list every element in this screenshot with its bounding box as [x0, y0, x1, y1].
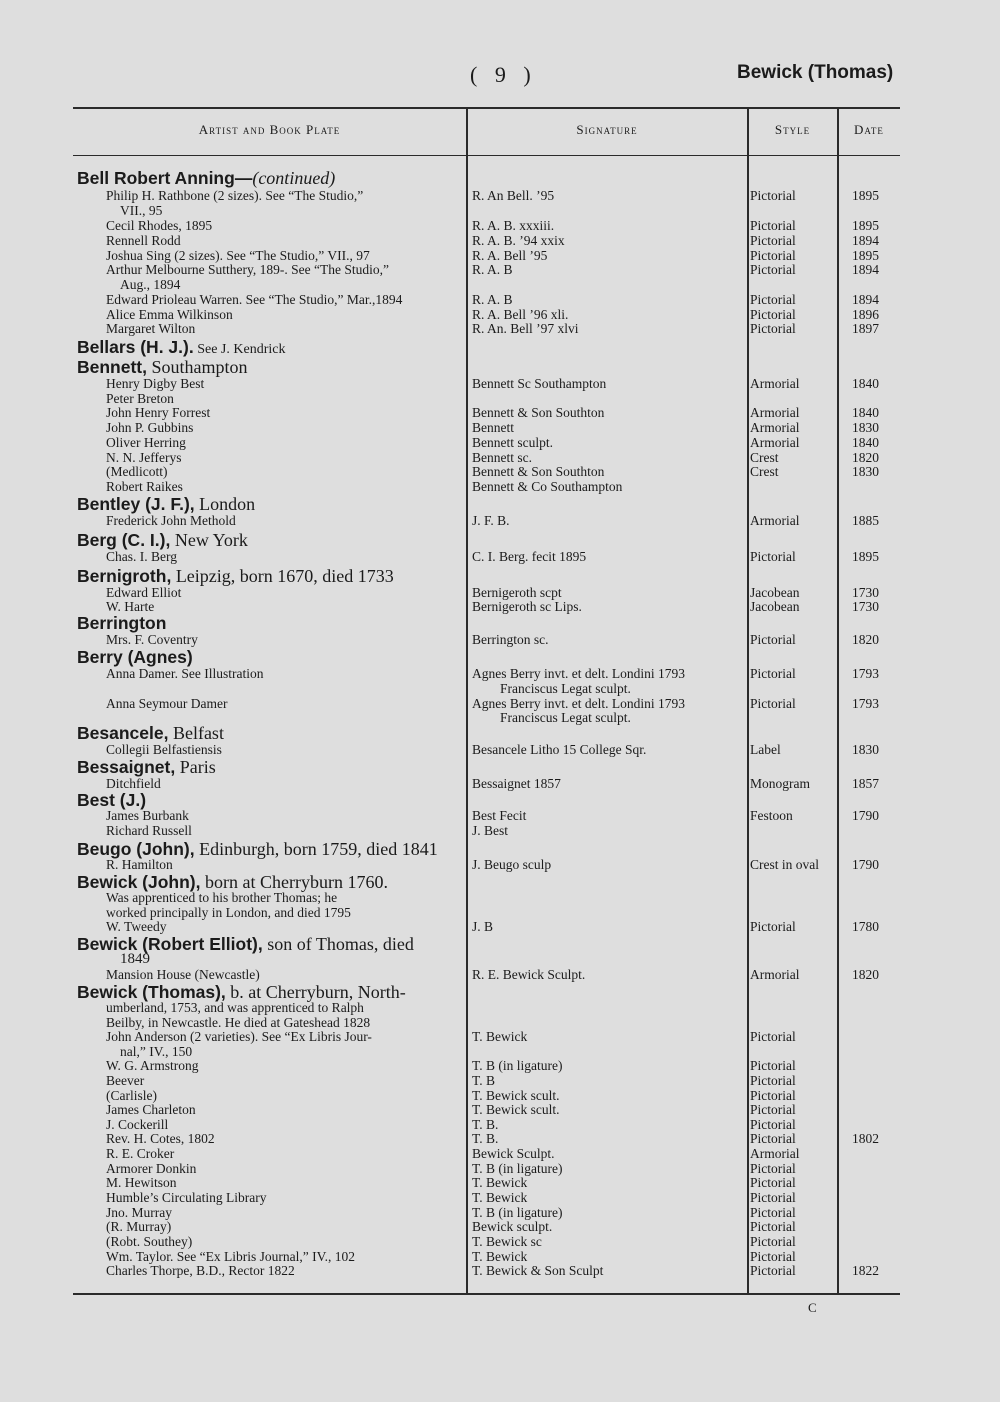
date-cell: 1895 [852, 248, 879, 263]
style-cell: Pictorial [750, 188, 796, 203]
style-cell: Armorial [750, 420, 800, 435]
signature-cell: T. B (in ligature) [472, 1205, 563, 1220]
artist-heading [77, 792, 146, 809]
signature-cell: R. A. Bell ’96 xli. [472, 307, 569, 322]
artist-details: son of Thomas, died [262, 934, 414, 954]
artist-name: Berrington [77, 613, 167, 633]
book-plate-owner: Richard Russell [106, 823, 192, 838]
entry-continuation: VII., 95 [120, 203, 163, 218]
signature-cell: Bennett sc. [472, 450, 532, 465]
signature-cell: R. E. Bewick Sculpt. [472, 967, 586, 982]
style-cell: Armorial [750, 435, 800, 450]
artist-name: Bellars (H. J.). [77, 337, 194, 357]
signature-cell: R. A. B [472, 262, 513, 277]
book-plate-owner: Edward Elliot [106, 585, 182, 600]
book-plate-owner: W. Tweedy [106, 919, 167, 934]
date-cell: 1895 [852, 188, 879, 203]
style-cell: Jacobean [750, 585, 800, 600]
signature-continuation: Franciscus Legat sculpt. [500, 681, 631, 696]
artist-details: b. at Cherryburn, North- [225, 982, 406, 1002]
book-plate-owner: Armorer Donkin [106, 1161, 197, 1176]
book-plate-owner: Robert Raikes [106, 479, 183, 494]
artist-name: Bernigroth, [77, 566, 172, 586]
signature-cell: Bennett Sc Southampton [472, 376, 607, 391]
date-cell: 1894 [852, 262, 879, 277]
style-cell: Pictorial [750, 919, 796, 934]
book-plate-owner: (Carlisle) [106, 1088, 157, 1103]
date-cell: 1885 [852, 513, 879, 528]
style-cell: Jacobean [750, 599, 800, 614]
artist-name: Best (J.) [77, 790, 147, 810]
signature-cell: Bernigeroth scpt [472, 585, 562, 600]
signature-cell: T. Bewick scult. [472, 1088, 560, 1103]
artist-heading [77, 615, 166, 632]
style-cell: Pictorial [750, 307, 796, 322]
signature-cell: Agnes Berry invt. et delt. Londini 1793 [472, 696, 685, 711]
artist-biography-note: worked principally in London, and died 1795 [106, 905, 351, 920]
style-cell: Armorial [750, 513, 800, 528]
date-cell: 1793 [852, 696, 879, 711]
signature-cell: T. Bewick [472, 1175, 528, 1190]
style-cell: Pictorial [750, 666, 796, 681]
style-cell: Pictorial [750, 1263, 796, 1278]
signature-cell: T. B. [472, 1117, 499, 1132]
signature-cell: R. A. Bell ’95 [472, 248, 548, 263]
artist-details: Southampton [147, 357, 248, 377]
signature-continuation: Franciscus Legat sculpt. [500, 710, 631, 725]
book-plate-owner: James Burbank [106, 808, 189, 823]
date-cell: 1730 [852, 599, 879, 614]
book-plate-owner: Oliver Herring [106, 435, 186, 450]
date-cell: 1790 [852, 808, 879, 823]
book-plate-owner: John Henry Forrest [106, 405, 211, 420]
book-plate-owner: Chas. I. Berg [106, 549, 177, 564]
page-number: ( 9 ) [470, 62, 537, 87]
book-plate-owner: Wm. Taylor. See “Ex Libris Journal,” IV., 102 [106, 1249, 356, 1264]
artist-name: Besancele, [77, 723, 169, 743]
artist-heading [77, 984, 406, 1001]
book-plate-owner: Collegii Belfastiensis [106, 742, 222, 757]
style-cell: Pictorial [750, 262, 796, 277]
style-cell: Pictorial [750, 549, 796, 564]
date-cell: 1820 [852, 632, 879, 647]
book-plate-owner: James Charleton [106, 1102, 196, 1117]
style-cell: Pictorial [750, 1073, 796, 1088]
signature-cell: T. B. [472, 1131, 499, 1146]
artist-biography-note: Was apprenticed to his brother Thomas; he [106, 890, 338, 905]
artist-biography-note: Beilby, in Newcastle. He died at Gateshead 1828 [106, 1015, 371, 1030]
book-plate-owner: John Anderson (2 varieties). See “Ex Libris Jour- [106, 1029, 372, 1044]
artist-details: Edinburgh, born 1759, died 1841 [194, 839, 438, 859]
artist-name: Bessaignet, [77, 757, 176, 777]
artist-heading [77, 649, 193, 666]
artist-details: New York [170, 530, 248, 550]
style-cell: Pictorial [750, 218, 796, 233]
style-cell: Pictorial [750, 1161, 796, 1176]
signature-cell: T. Bewick [472, 1029, 528, 1044]
artist-heading [77, 874, 388, 891]
book-plate-owner: Peter Breton [106, 391, 174, 406]
signature-cell: Bernigeroth sc Lips. [472, 599, 582, 614]
signature-cell: J. Beugo sculp [472, 857, 552, 872]
book-plate-owner: R. E. Croker [106, 1146, 175, 1161]
style-cell: Pictorial [750, 632, 796, 647]
book-plate-owner: Mrs. F. Coventry [106, 632, 198, 647]
artist-details: (continued) [252, 168, 336, 188]
style-cell: Festoon [750, 808, 793, 823]
entry-continuation: 1849 [120, 951, 150, 967]
style-cell: Armorial [750, 1146, 800, 1161]
book-plate-owner: Joshua Sing (2 sizes). See “The Studio,” VII., 97 [106, 248, 370, 263]
artist-details: Belfast [168, 723, 224, 743]
book-plate-owner: Edward Prioleau Warren. See “The Studio,” Mar.,1894 [106, 292, 403, 307]
style-cell: Pictorial [750, 1219, 796, 1234]
signature-mark: C [808, 1300, 817, 1315]
artist-name: Bentley (J. F.), [77, 494, 195, 514]
style-cell: Crest in oval [750, 857, 819, 872]
style-cell: Pictorial [750, 1234, 796, 1249]
style-cell: Monogram [750, 776, 810, 791]
style-cell: Pictorial [750, 1088, 796, 1103]
artist-name: Bewick (Thomas), [77, 982, 226, 1002]
date-cell: 1840 [852, 435, 879, 450]
style-cell: Pictorial [750, 696, 796, 711]
column-divider-date [837, 108, 839, 1294]
signature-cell: Bessaignet 1857 [472, 776, 561, 791]
book-plate-owner: Philip H. Rathbone (2 sizes). See “The Studio,” [106, 188, 364, 203]
signature-cell: R. An Bell. ’95 [472, 188, 555, 203]
style-cell: Crest [750, 450, 779, 465]
book-plate-owner: Ditchfield [106, 776, 161, 791]
artist-name: Berry (Agnes) [77, 647, 193, 667]
artist-heading [77, 759, 216, 776]
date-cell: 1820 [852, 967, 879, 982]
date-cell: 1730 [852, 585, 879, 600]
artist-heading [77, 170, 335, 187]
artist-heading [77, 359, 248, 376]
date-cell: 1895 [852, 218, 879, 233]
signature-cell: Bewick sculpt. [472, 1219, 553, 1234]
book-plate-owner: W. G. Armstrong [106, 1058, 199, 1073]
signature-cell: R. An. Bell ’97 xlvi [472, 321, 579, 336]
style-cell: Pictorial [750, 1117, 796, 1132]
book-plate-owner: (Robt. Southey) [106, 1234, 193, 1249]
book-plate-owner: W. Harte [106, 599, 155, 614]
book-plate-owner: Rev. H. Cotes, 1802 [106, 1131, 215, 1146]
entry-continuation: Aug., 1894 [120, 277, 181, 292]
style-cell: Pictorial [750, 1190, 796, 1205]
style-cell: Pictorial [750, 248, 796, 263]
style-cell: Pictorial [750, 1058, 796, 1073]
date-cell: 1802 [852, 1131, 879, 1146]
column-divider-signature [466, 108, 468, 1294]
signature-cell: T. Bewick [472, 1249, 528, 1264]
style-cell: Pictorial [750, 1102, 796, 1117]
book-plate-owner: Cecil Rhodes, 1895 [106, 218, 213, 233]
signature-cell: J. F. B. [472, 513, 510, 528]
signature-cell: R. A. B. ’94 xxix [472, 233, 565, 248]
book-plate-owner: Anna Damer. See Illustration [106, 666, 264, 681]
date-cell: 1897 [852, 321, 879, 336]
artist-heading [77, 568, 394, 585]
book-plate-owner: Margaret Wilton [106, 321, 196, 336]
book-plate-owner: Humble’s Circulating Library [106, 1190, 267, 1205]
artist-heading [77, 496, 255, 513]
header-top-rule [73, 107, 900, 109]
artist-heading [77, 532, 248, 549]
book-plate-owner: Frederick John Methold [106, 513, 236, 528]
column-header-signature: Signature [576, 122, 638, 137]
signature-cell: T. B [472, 1073, 495, 1088]
artist-heading [77, 725, 224, 742]
table-bottom-rule [73, 1293, 900, 1295]
column-header-artist: Artist and Book Plate [198, 122, 341, 137]
column-header-style: Style [774, 122, 811, 137]
style-cell: Crest [750, 464, 779, 479]
style-cell: Pictorial [750, 1249, 796, 1264]
book-plate-owner: (R. Murray) [106, 1219, 172, 1234]
artist-name: Bell Robert Anning— [77, 168, 253, 188]
signature-cell: Bennett & Son Southton [472, 405, 605, 420]
signature-cell: J. Best [472, 823, 509, 838]
book-plate-owner: R. Hamilton [106, 857, 173, 872]
style-cell: Armorial [750, 405, 800, 420]
artist-name: Berg (C. I.), [77, 530, 171, 550]
date-cell: 1830 [852, 742, 879, 757]
date-cell: 1894 [852, 233, 879, 248]
style-cell: Pictorial [750, 321, 796, 336]
style-cell: Label [750, 742, 781, 757]
signature-cell: T. Bewick scult. [472, 1102, 560, 1117]
artist-details: See J. Kendrick [193, 342, 286, 357]
artist-heading [77, 841, 438, 858]
style-cell: Pictorial [750, 233, 796, 248]
signature-cell: Best Fecit [472, 808, 527, 823]
date-cell: 1840 [852, 405, 879, 420]
artist-details: Leipzig, born 1670, died 1733 [171, 566, 394, 586]
book-plate-owner: John P. Gubbins [106, 420, 194, 435]
signature-cell: T. Bewick [472, 1190, 528, 1205]
column-header-date: Date [854, 122, 884, 137]
style-cell: Armorial [750, 376, 800, 391]
book-plate-owner: Beever [106, 1073, 145, 1088]
book-plate-owner: (Medlicott) [106, 464, 168, 479]
signature-cell: Berrington sc. [472, 632, 549, 647]
signature-cell: J. B [472, 919, 494, 934]
signature-cell: R. A. B. xxxiii. [472, 218, 555, 233]
artist-details: born at Cherryburn 1760. [200, 872, 388, 892]
book-plate-owner: Charles Thorpe, B.D., Rector 1822 [106, 1263, 295, 1278]
running-title: Bewick (Thomas) [737, 62, 894, 83]
signature-cell: Bennett [472, 420, 514, 435]
signature-cell: Bennett & Co Southampton [472, 479, 623, 494]
signature-cell: Besancele Litho 15 College Sqr. [472, 742, 647, 757]
date-cell: 1830 [852, 464, 879, 479]
artist-name: Bewick (John), [77, 872, 201, 892]
signature-cell: R. A. B [472, 292, 513, 307]
artist-details: Paris [175, 757, 216, 777]
date-cell: 1830 [852, 420, 879, 435]
style-cell: Armorial [750, 967, 800, 982]
book-plate-owner: Alice Emma Wilkinson [106, 307, 233, 322]
artist-name: Beugo (John), [77, 839, 195, 859]
entry-continuation: nal,” IV., 150 [120, 1044, 193, 1059]
book-plate-owner: Henry Digby Best [106, 376, 205, 391]
book-plate-owner: Anna Seymour Damer [106, 696, 228, 711]
book-plate-owner: M. Hewitson [106, 1175, 177, 1190]
artist-biography-note: umberland, 1753, and was apprenticed to Ralph [106, 1000, 364, 1015]
signature-cell: Agnes Berry invt. et delt. Londini 1793 [472, 666, 685, 681]
date-cell: 1822 [852, 1263, 879, 1278]
artist-name: Bewick (Robert Elliot), [77, 934, 263, 954]
date-cell: 1780 [852, 919, 879, 934]
style-cell: Pictorial [750, 1175, 796, 1190]
signature-cell: Bennett sculpt. [472, 435, 553, 450]
signature-cell: T. Bewick sc [472, 1234, 542, 1249]
signature-cell: T. B (in ligature) [472, 1161, 563, 1176]
style-cell: Pictorial [750, 1029, 796, 1044]
date-cell: 1894 [852, 292, 879, 307]
date-cell: 1896 [852, 307, 879, 322]
book-plate-owner: Arthur Melbourne Sutthery, 189-. See “The Studio,” [106, 262, 389, 277]
date-cell: 1820 [852, 450, 879, 465]
date-cell: 1790 [852, 857, 879, 872]
date-cell: 1793 [852, 666, 879, 681]
signature-cell: T. B (in ligature) [472, 1058, 563, 1073]
book-plate-owner: Rennell Rodd [106, 233, 181, 248]
style-cell: Pictorial [750, 292, 796, 307]
style-cell: Pictorial [750, 1131, 796, 1146]
date-cell: 1840 [852, 376, 879, 391]
column-divider-style [747, 108, 749, 1294]
book-plate-owner: N. N. Jefferys [106, 450, 182, 465]
artist-name: Bennett, [77, 357, 147, 377]
signature-cell: Bewick Sculpt. [472, 1146, 555, 1161]
date-cell: 1895 [852, 549, 879, 564]
artist-details: London [194, 494, 256, 514]
artist-heading [77, 339, 285, 358]
book-plate-owner: Mansion House (Newcastle) [106, 967, 260, 982]
book-plate-owner: Jno. Murray [106, 1205, 172, 1220]
signature-cell: C. I. Berg. fecit 1895 [472, 549, 587, 564]
signature-cell: T. Bewick & Son Sculpt [472, 1263, 604, 1278]
signature-cell: Bennett & Son Southton [472, 464, 605, 479]
style-cell: Pictorial [750, 1205, 796, 1220]
date-cell: 1857 [852, 776, 879, 791]
book-plate-owner: J. Cockerill [106, 1117, 169, 1132]
header-bottom-rule [73, 155, 900, 156]
